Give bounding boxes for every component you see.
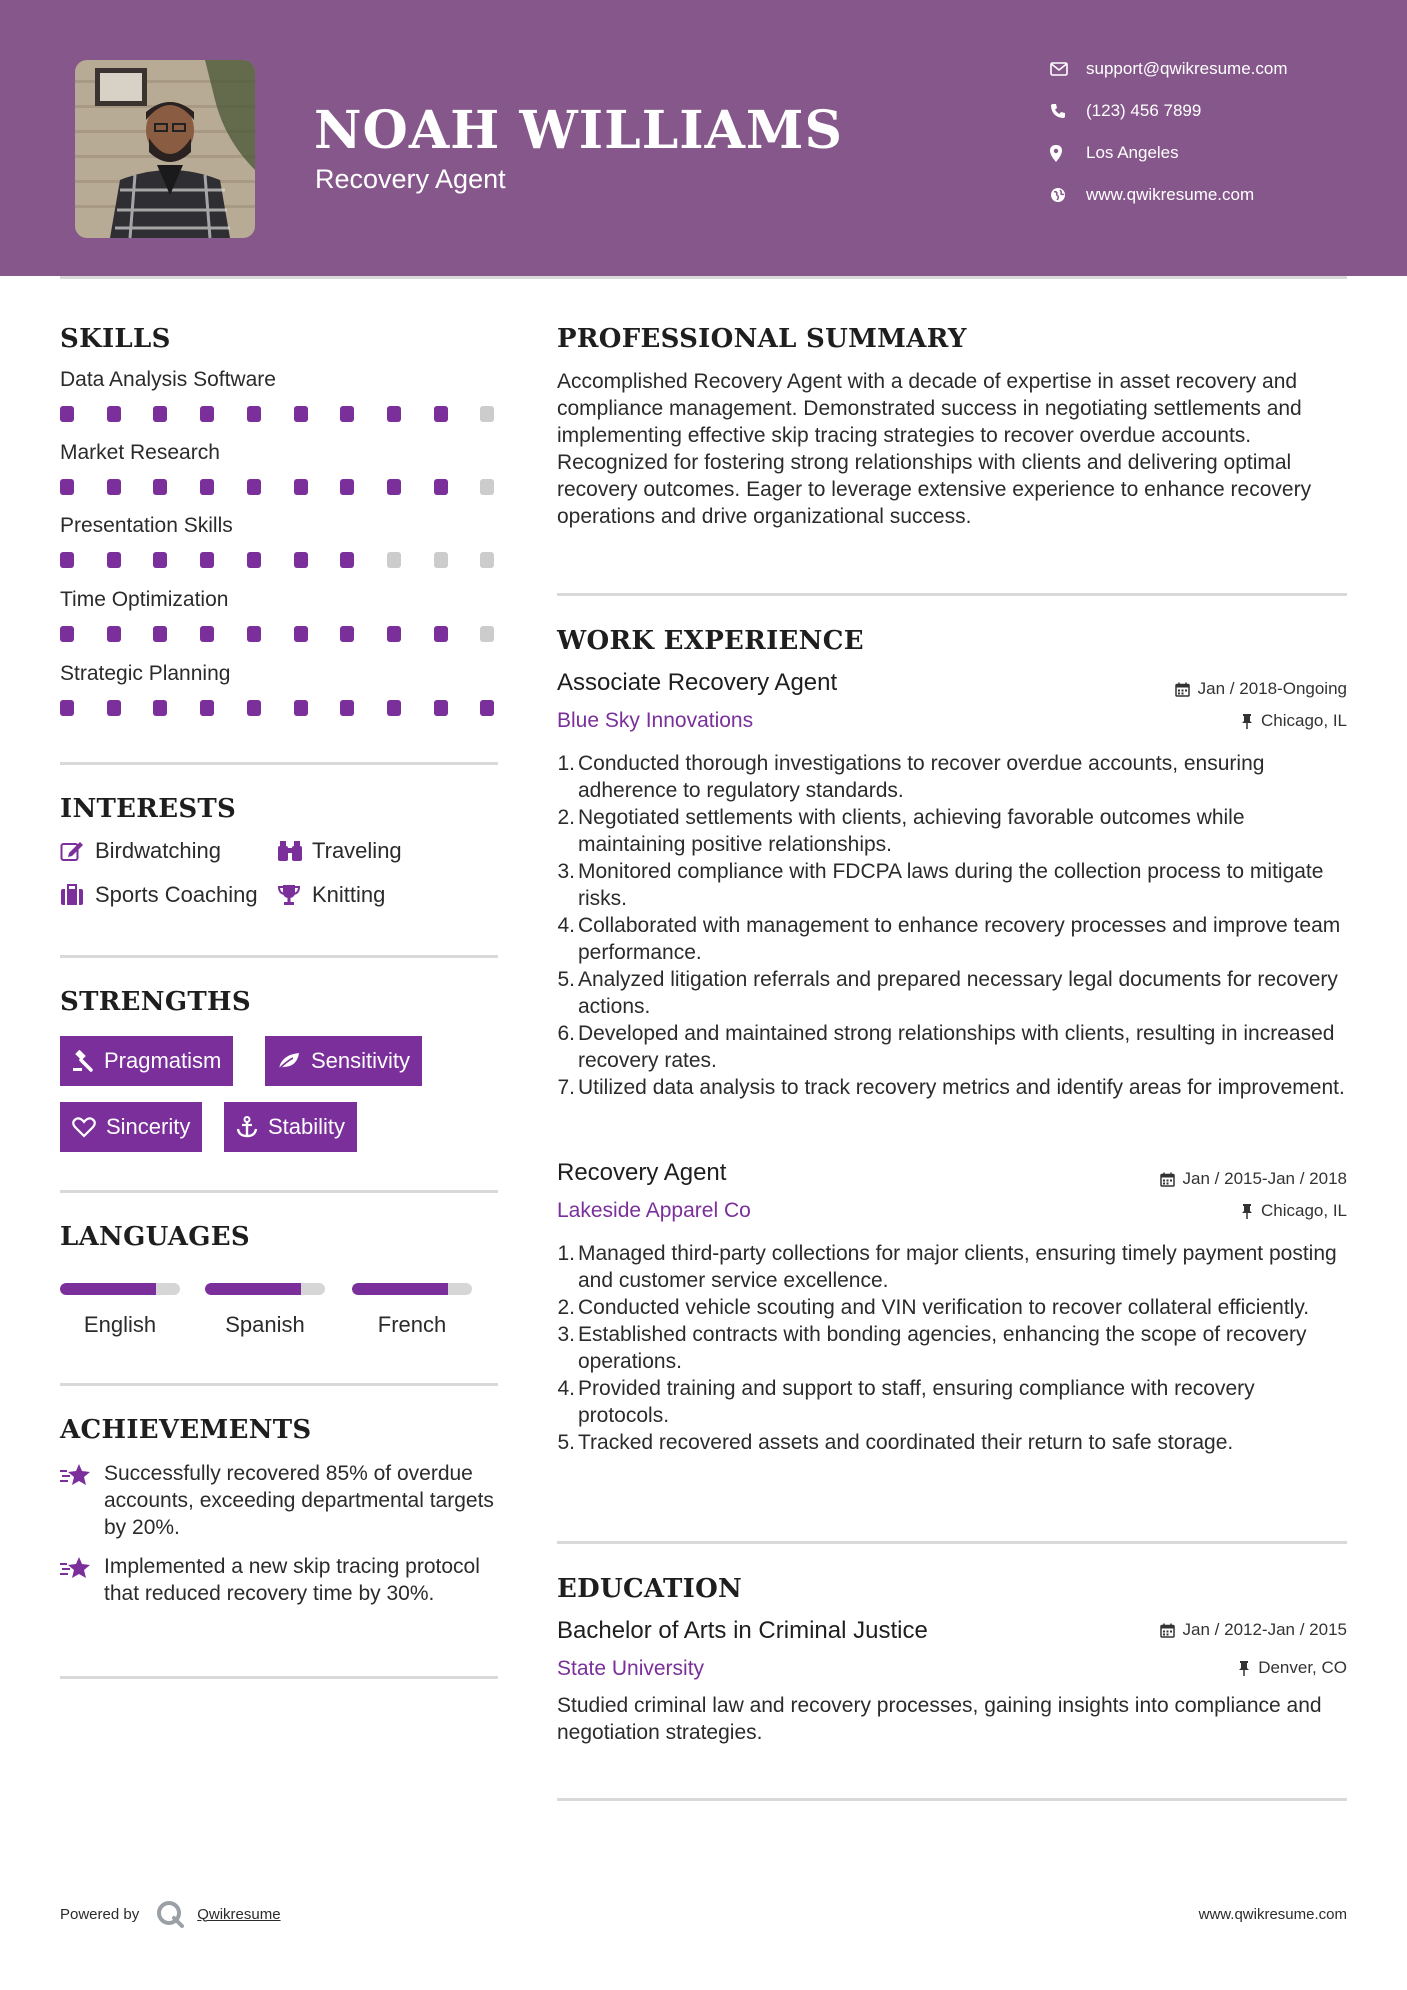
language-name: English xyxy=(83,1312,157,1337)
powered-by-label: Powered by xyxy=(60,1905,140,1923)
skill-dot xyxy=(340,700,354,716)
strength-label: Sincerity xyxy=(106,1114,191,1139)
strengths-heading: STRENGTHS xyxy=(60,987,251,1017)
job-title: Recovery Agent xyxy=(557,1159,727,1186)
skill-dot xyxy=(200,479,214,495)
job-duty-text: Negotiated settlements with clients, achieving favorable outcomes while maintaining positive relationships. xyxy=(578,806,1245,856)
strength-chip xyxy=(265,1036,422,1086)
skill-dot xyxy=(153,406,167,422)
skill-dot xyxy=(340,479,354,495)
header-divider xyxy=(60,276,1347,279)
qwikresume-link[interactable]: Qwikresume xyxy=(197,1905,281,1923)
skill-dot xyxy=(247,552,261,568)
interest-item xyxy=(277,882,385,908)
skill-rating xyxy=(60,552,500,568)
job-location-text: Chicago, IL xyxy=(1261,1201,1347,1220)
skill-dot xyxy=(434,479,448,495)
skill-dot xyxy=(480,700,494,716)
profile-photo xyxy=(75,60,255,238)
skill-dot xyxy=(107,479,121,495)
skill-dot xyxy=(434,700,448,716)
skill-dot xyxy=(200,626,214,642)
header-band xyxy=(0,0,1407,276)
skill-dot xyxy=(294,479,308,495)
job-duty-item xyxy=(557,858,1347,912)
skill-dot xyxy=(434,406,448,422)
briefcase-icon xyxy=(60,884,95,906)
list-number: 2. xyxy=(557,1296,575,1319)
job-duty-text: Conducted vehicle scouting and VIN verification to recover collateral efficiently. xyxy=(578,1296,1310,1319)
section-divider xyxy=(60,762,498,765)
skill-dot xyxy=(60,479,74,495)
shooting-star-icon xyxy=(60,1553,104,1607)
job-duty-item xyxy=(557,804,1347,858)
education-heading: EDUCATION xyxy=(557,1574,743,1604)
company-name: Lakeside Apparel Co xyxy=(557,1199,751,1222)
strength-chip xyxy=(60,1036,233,1086)
skill-dot xyxy=(434,552,448,568)
contact-email-text: support@qwikresume.com xyxy=(1086,59,1288,78)
globe-icon xyxy=(1050,187,1086,203)
job-duty-text: Developed and maintained strong relationships with clients, resulting in increased recovery rates. xyxy=(578,1022,1335,1072)
list-number: 1. xyxy=(557,1242,575,1265)
list-number: 6. xyxy=(557,1022,575,1045)
education-dates xyxy=(1160,1620,1347,1640)
skill-dot xyxy=(60,552,74,568)
education-location xyxy=(1238,1658,1347,1678)
skill-dot xyxy=(480,626,494,642)
contact-website-text: www.qwikresume.com xyxy=(1086,185,1255,204)
skill-dot xyxy=(340,552,354,568)
skill-dot xyxy=(200,700,214,716)
job-duty-text: Conducted thorough investigations to recover overdue accounts, ensuring adherence to regulatory standards. xyxy=(578,752,1265,802)
calendar-icon xyxy=(1175,682,1190,697)
map-pin-icon xyxy=(1050,145,1086,162)
skill-name: Market Research xyxy=(60,441,220,464)
job-duty-item xyxy=(557,1375,1347,1429)
language-level-bar xyxy=(205,1283,325,1295)
list-number: 4. xyxy=(557,914,575,937)
skill-name: Presentation Skills xyxy=(60,514,233,537)
job-duties-list xyxy=(557,1240,1347,1456)
language-level-bar xyxy=(60,1283,180,1295)
list-number: 4. xyxy=(557,1377,575,1400)
education-description: Studied criminal law and recovery processes, gaining insights into compliance and negotiation strategies. xyxy=(557,1694,1322,1744)
job-duty-text: Monitored compliance with FDCPA laws during the collection process to mitigate risks. xyxy=(578,860,1324,910)
job-duty-item xyxy=(557,1020,1347,1074)
job-duty-item xyxy=(557,912,1347,966)
qwikresume-logo-icon xyxy=(155,1899,185,1929)
interest-item xyxy=(60,838,221,864)
skill-dot xyxy=(60,406,74,422)
list-number: 5. xyxy=(557,1431,575,1454)
skill-dot xyxy=(480,479,494,495)
section-divider xyxy=(60,1383,498,1386)
leaf-icon xyxy=(277,1051,301,1071)
strength-label: Sensitivity xyxy=(311,1048,411,1073)
job-duty-item xyxy=(557,750,1347,804)
list-number: 7. xyxy=(557,1076,575,1099)
skill-dot xyxy=(340,626,354,642)
skills-heading: SKILLS xyxy=(60,324,171,354)
section-divider xyxy=(557,593,1347,596)
job-duty-item xyxy=(557,1321,1347,1375)
strength-label: Stability xyxy=(268,1114,346,1139)
job-duty-text: Utilized data analysis to track recovery metrics and identify areas for improvement. xyxy=(578,1076,1345,1099)
strength-label: Pragmatism xyxy=(104,1048,222,1073)
skill-dot xyxy=(387,626,401,642)
list-number: 5. xyxy=(557,968,575,991)
skill-dot xyxy=(153,626,167,642)
list-number: 2. xyxy=(557,806,575,829)
gavel-icon xyxy=(72,1050,94,1072)
skill-name: Strategic Planning xyxy=(60,662,231,685)
skill-dot xyxy=(107,406,121,422)
skill-dot xyxy=(294,406,308,422)
list-number: 1. xyxy=(557,752,575,775)
job-duty-text: Provided training and support to staff, ensuring compliance with recovery protocols. xyxy=(578,1377,1255,1427)
skill-dot xyxy=(294,626,308,642)
job-location-text: Chicago, IL xyxy=(1261,711,1347,730)
job-duty-text: Established contracts with bonding agencies, enhancing the scope of recovery operations. xyxy=(578,1323,1307,1373)
strength-chip xyxy=(224,1102,357,1152)
skill-dot xyxy=(294,552,308,568)
achievement-item xyxy=(60,1553,500,1607)
skill-rating xyxy=(60,479,500,495)
section-divider xyxy=(60,1190,498,1193)
skill-dot xyxy=(247,700,261,716)
skill-dot xyxy=(247,479,261,495)
job-duty-text: Collaborated with management to enhance recovery processes and improve team performance. xyxy=(578,914,1341,964)
section-divider xyxy=(60,1676,498,1679)
job-dates xyxy=(1160,1169,1347,1189)
section-divider xyxy=(557,1798,1347,1801)
education-location-text: Denver, CO xyxy=(1258,1658,1347,1677)
job-dates-text: Jan / 2018-Ongoing xyxy=(1197,679,1347,698)
degree-title: Bachelor of Arts in Criminal Justice xyxy=(557,1617,928,1644)
company-name: Blue Sky Innovations xyxy=(557,709,754,732)
job-dates-text: Jan / 2015-Jan / 2018 xyxy=(1182,1169,1347,1188)
language-level-bar xyxy=(352,1283,472,1295)
language-level-fill xyxy=(352,1283,448,1295)
skill-name: Data Analysis Software xyxy=(60,368,276,391)
contact-website[interactable] xyxy=(1050,182,1254,208)
skill-dot xyxy=(387,700,401,716)
skill-dot xyxy=(387,479,401,495)
skill-dot xyxy=(60,626,74,642)
candidate-name: NOAH WILLIAMS xyxy=(314,100,844,161)
phone-icon xyxy=(1050,103,1086,119)
language-name: French xyxy=(377,1312,447,1337)
job-duties-list xyxy=(557,750,1347,1101)
skill-dot xyxy=(294,700,308,716)
contact-phone[interactable] xyxy=(1050,98,1201,124)
contact-email[interactable] xyxy=(1050,56,1288,82)
skill-rating xyxy=(60,700,500,716)
skill-dot xyxy=(153,700,167,716)
list-number: 3. xyxy=(557,1323,575,1346)
contact-location xyxy=(1050,140,1179,166)
school-name: State University xyxy=(557,1657,705,1680)
summary-heading: PROFESSIONAL SUMMARY xyxy=(557,324,967,354)
language-level-fill xyxy=(60,1283,156,1295)
heart-icon xyxy=(72,1117,96,1138)
job-duty-text: Tracked recovered assets and coordinated their return to safe storage. xyxy=(578,1431,1234,1454)
summary-text: Accomplished Recovery Agent with a decade of expertise in asset recovery and compliance management. Demonstrated success in negotiating settlements and implementing effective skip tracing strategies to recover overdue accounts. Recognized for fostering strong relationships with clients and delivering optimal recovery outcomes. Eager to leverage extensive experience to enhance recovery operations and drive organizational success. xyxy=(557,370,1312,528)
skill-rating xyxy=(60,626,500,642)
interest-item xyxy=(277,838,402,864)
trophy-icon xyxy=(277,884,312,906)
section-divider xyxy=(557,1541,1347,1544)
pushpin-icon xyxy=(1241,1204,1253,1219)
skill-dot xyxy=(107,700,121,716)
skill-dot xyxy=(480,552,494,568)
contact-location-text: Los Angeles xyxy=(1086,143,1179,162)
interests-heading: INTERESTS xyxy=(60,794,237,824)
skill-rating xyxy=(60,406,500,422)
achievement-text: Successfully recovered 85% of overdue accounts, exceeding departmental targets by 20%. xyxy=(104,1462,494,1539)
calendar-icon xyxy=(1160,1172,1175,1187)
interest-label: Sports Coaching xyxy=(95,882,258,907)
language-name: Spanish xyxy=(225,1312,305,1337)
pushpin-icon xyxy=(1241,714,1253,729)
section-divider xyxy=(60,955,498,958)
job-duty-item xyxy=(557,1429,1347,1456)
skill-dot xyxy=(247,406,261,422)
achievement-item xyxy=(60,1460,500,1541)
skill-dot xyxy=(340,406,354,422)
skill-dot xyxy=(107,626,121,642)
strength-chip xyxy=(60,1102,202,1152)
skill-dot xyxy=(387,406,401,422)
pencil-square-icon xyxy=(60,840,95,862)
calendar-icon xyxy=(1160,1623,1175,1638)
job-duty-item xyxy=(557,966,1347,1020)
interest-label: Traveling xyxy=(312,838,402,863)
footer-url[interactable]: www.qwikresume.com xyxy=(1198,1906,1347,1923)
achievement-text: Implemented a new skip tracing protocol that reduced recovery time by 30%. xyxy=(104,1555,480,1605)
footer-powered-by xyxy=(60,1899,281,1929)
job-duty-text: Managed third-party collections for major clients, ensuring timely payment posting and customer service excellence. xyxy=(578,1242,1337,1292)
job-location xyxy=(1241,1201,1347,1221)
job-location xyxy=(1241,711,1347,731)
language-level-fill xyxy=(205,1283,301,1295)
skill-dot xyxy=(153,552,167,568)
job-dates xyxy=(1175,679,1347,699)
skill-name: Time Optimization xyxy=(60,588,229,611)
binoculars-icon xyxy=(277,840,312,862)
skill-dot xyxy=(200,552,214,568)
skill-dot xyxy=(153,479,167,495)
education-dates-text: Jan / 2012-Jan / 2015 xyxy=(1182,1620,1347,1639)
achievements-heading: ACHIEVEMENTS xyxy=(60,1415,312,1445)
contact-phone-text: (123) 456 7899 xyxy=(1086,101,1202,120)
job-duty-item xyxy=(557,1074,1347,1101)
skill-dot xyxy=(387,552,401,568)
list-number: 3. xyxy=(557,860,575,883)
languages-heading: LANGUAGES xyxy=(60,1222,250,1252)
candidate-role: Recovery Agent xyxy=(315,164,506,194)
skill-dot xyxy=(200,406,214,422)
skill-dot xyxy=(107,552,121,568)
experience-heading: WORK EXPERIENCE xyxy=(557,626,864,656)
skill-dot xyxy=(60,700,74,716)
shooting-star-icon xyxy=(60,1460,104,1541)
job-duty-item xyxy=(557,1294,1347,1321)
job-title: Associate Recovery Agent xyxy=(557,669,838,696)
interest-label: Knitting xyxy=(312,882,386,907)
skill-dot xyxy=(247,626,261,642)
interest-item xyxy=(60,882,258,908)
envelope-icon xyxy=(1050,62,1086,76)
pushpin-icon xyxy=(1238,1661,1250,1676)
job-duty-text: Analyzed litigation referrals and prepared necessary legal documents for recovery actions. xyxy=(578,968,1338,1018)
anchor-icon xyxy=(236,1116,258,1138)
skill-dot xyxy=(480,406,494,422)
job-duty-item xyxy=(557,1240,1347,1294)
interest-label: Birdwatching xyxy=(95,838,221,863)
skill-dot xyxy=(434,626,448,642)
